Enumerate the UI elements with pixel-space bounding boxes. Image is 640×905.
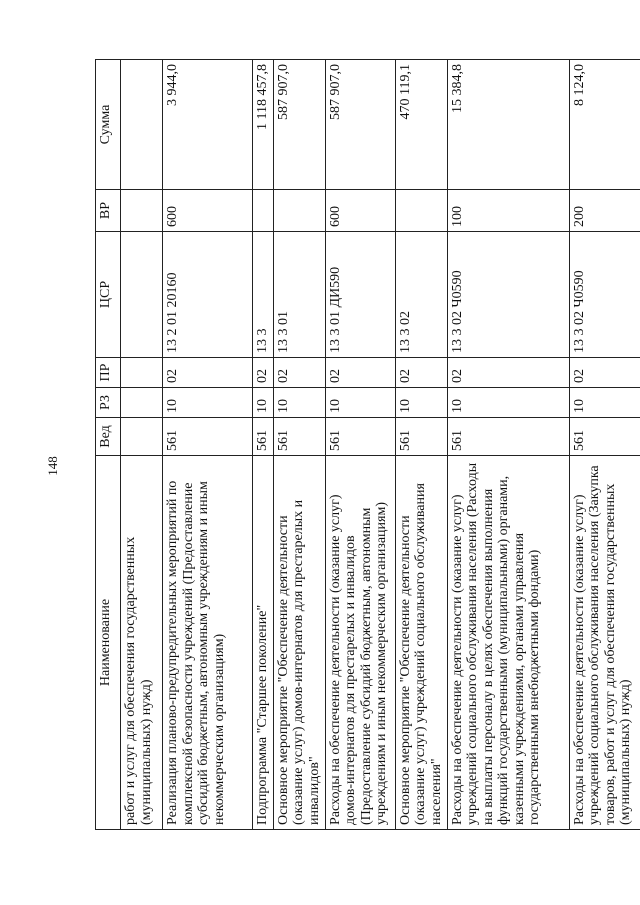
- cell-vr: [273, 190, 325, 232]
- cell-ved: 561: [253, 418, 274, 456]
- header-sum: Сумма: [96, 60, 121, 190]
- table-row: [447, 60, 569, 830]
- cell-sum: 1 118 457,8: [253, 60, 274, 190]
- cell-sum: 587 907,0: [325, 60, 395, 190]
- cell-ved: 561: [447, 418, 569, 456]
- cell-name: Подпрограмма "Старшее поколение": [253, 456, 274, 830]
- cell-ved: 561: [569, 418, 640, 456]
- cell-pr: 02: [395, 358, 447, 388]
- cell-name: Реализация планово-предупредительных мероприятий по комплексной безопасности учреждений (Предоставление субсидий бюджетным, автономным учреждениям и иным некоммерческим организациям): [163, 456, 253, 830]
- table-row: [325, 60, 395, 830]
- cell-name: Расходы на обеспечение деятельности (оказание услуг) учреждений социального обслуживания населения (Расходы на выплаты персоналу в целях обеспечения выполнения функций государственными (муниципальными) органами, казенными учреждениями, органами управления государственными внебюджетными фондами): [447, 456, 569, 830]
- cell-pr: 02: [163, 358, 253, 388]
- cell-vr: 600: [325, 190, 395, 232]
- cell-name: Основное мероприятие "Обеспечение деятельности (оказание услуг) учреждений социального обслуживания населения": [395, 456, 447, 830]
- cell-name: Расходы на обеспечение деятельности (оказание услуг) учреждений социального обслуживания населения (Закупка товаров, работ и услуг для обеспечения государственных (муниципальных) нужд): [569, 456, 640, 830]
- cell-ved: 561: [163, 418, 253, 456]
- page-number: 148: [45, 456, 60, 476]
- cell-csr: 13 3 02 Ч0590: [569, 232, 640, 358]
- cell-rz: 10: [253, 388, 274, 418]
- cell-rz: 10: [325, 388, 395, 418]
- table-row: [273, 60, 325, 830]
- cell-ved: 561: [395, 418, 447, 456]
- cell-name: Расходы на обеспечение деятельности (оказание услуг) домов-интернатов для престарелых и инвалидов (Предоставление субсидий бюджетным, автономным учреждениям и иным некоммерческим организациям): [325, 456, 395, 830]
- table-row: [395, 60, 447, 830]
- table-row: [163, 60, 253, 830]
- cell-sum: 470 119,1: [395, 60, 447, 190]
- budget-table: [95, 59, 640, 830]
- cell-sum: 15 384,8: [447, 60, 569, 190]
- header-vr: ВР: [96, 190, 121, 232]
- cell-sum: 3 944,0: [163, 60, 253, 190]
- cell-csr: 13 3 01: [273, 232, 325, 358]
- table-row: [569, 60, 640, 830]
- table-row: [253, 60, 274, 830]
- header-pr: ПР: [96, 358, 121, 388]
- cell-ved: [121, 418, 163, 456]
- table-row: [121, 60, 163, 830]
- cell-rz: 10: [273, 388, 325, 418]
- cell-rz: 10: [163, 388, 253, 418]
- cell-ved: 561: [325, 418, 395, 456]
- cell-pr: 02: [253, 358, 274, 388]
- cell-csr: 13 3 02: [395, 232, 447, 358]
- cell-vr: 100: [447, 190, 569, 232]
- cell-pr: 02: [325, 358, 395, 388]
- header-rz: РЗ: [96, 388, 121, 418]
- cell-csr: 13 3 02 Ч0590: [447, 232, 569, 358]
- header-csr: ЦСР: [96, 232, 121, 358]
- cell-vr: [253, 190, 274, 232]
- cell-vr: [121, 190, 163, 232]
- header-name: Наименование: [96, 456, 121, 830]
- cell-rz: 10: [569, 388, 640, 418]
- cell-ved: 561: [273, 418, 325, 456]
- cell-vr: [395, 190, 447, 232]
- rotated-table-container: [95, 60, 633, 830]
- cell-vr: 600: [163, 190, 253, 232]
- cell-csr: 13 3: [253, 232, 274, 358]
- cell-pr: 02: [273, 358, 325, 388]
- cell-rz: [121, 388, 163, 418]
- cell-rz: 10: [395, 388, 447, 418]
- cell-sum: [121, 60, 163, 190]
- cell-sum: 587 907,0: [273, 60, 325, 190]
- cell-csr: 13 3 01 ДИ590: [325, 232, 395, 358]
- cell-vr: 200: [569, 190, 640, 232]
- cell-pr: [121, 358, 163, 388]
- cell-name: Основное мероприятие "Обеспечение деятельности (оказание услуг) домов-интернатов для престарелых и инвалидов": [273, 456, 325, 830]
- cell-name: работ и услуг для обеспечения государственных (муниципальных) нужд): [121, 456, 163, 830]
- header-ved: Вед: [96, 418, 121, 456]
- header-row: [96, 60, 121, 830]
- cell-csr: [121, 232, 163, 358]
- cell-rz: 10: [447, 388, 569, 418]
- cell-csr: 13 2 01 20160: [163, 232, 253, 358]
- cell-sum: 8 124,0: [569, 60, 640, 190]
- cell-pr: 02: [569, 358, 640, 388]
- cell-pr: 02: [447, 358, 569, 388]
